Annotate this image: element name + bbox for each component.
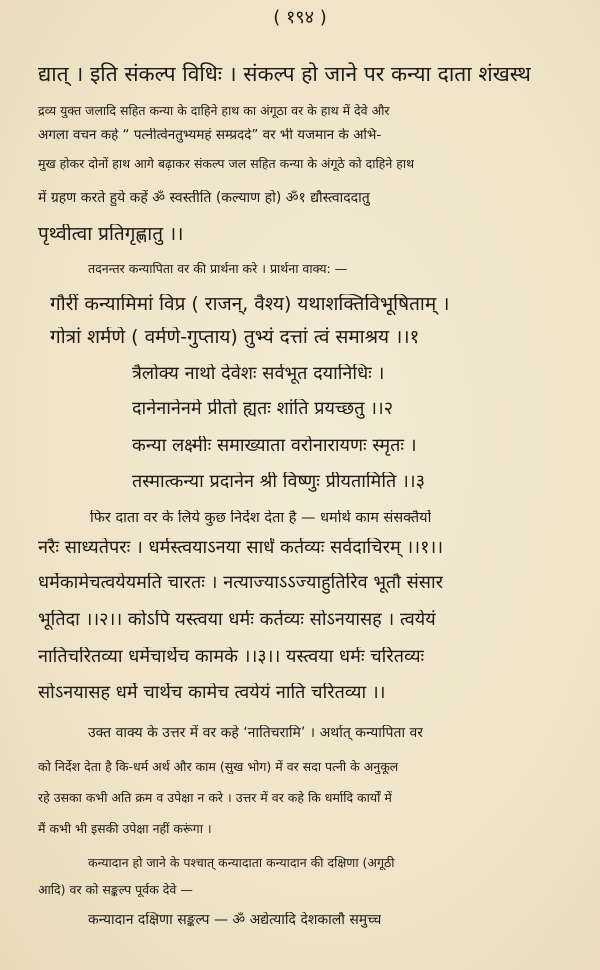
page-number: ( १९४ ) (273, 8, 327, 28)
text-line-15: को निर्देश देता है कि-धर्म अर्थ और काम (सुख भोग) में वर सदा पत्नी के अनुकूल (38, 760, 399, 774)
verse-line-1: गौरीं कन्यामिमां विप्र ( राजन्, वैश्य) यथाशक्तिविभूषिताम् । (50, 294, 450, 315)
text-line-19: आदि) वर को सङ्कल्प पूर्वक देवे — (38, 883, 193, 897)
text-line-14: उक्त वाक्य के उत्तर में वर कहे ‘नातिचरामि’ । अर्थात् कन्यापिता वर (88, 725, 424, 741)
text-line-12: नातिचरितव्या धर्मेचार्थेच कामके ।।३।। यस्त्वया धर्मः चरितव्यः (38, 647, 425, 667)
verse-line-4: दानेनानेनमे प्रीतो ह्यतः शांति प्रयच्छतु ।।२ (132, 399, 394, 419)
text-line-4: मुख होकर दोनों हाथ आगे बढ़ाकर संकल्प जल सहित कन्या के अंगूठे को दाहिने हाथ (38, 157, 415, 171)
text-line-3: अगला वचन कहे “ पत्नीत्वेनतुभ्यमहं सम्प्रददे” वर भी यजमान के अभि- (38, 128, 382, 143)
text-line-16: रहे उसका कभी अति क्रम व उपेक्षा न करे । उत्तर में वर कहे कि धर्मादि कार्यों में (38, 791, 392, 805)
text-line-13: सोऽनयासह धर्मे चार्थेच कामेच त्वयेयं नाति चरितव्या ।। (38, 683, 386, 703)
text-line-2: द्रव्य युक्त जलादि सहित कन्या के दाहिने हाथ का अंगूठा वर के हाथ में देवे और (38, 104, 390, 118)
text-line-17: मैं कभी भी इसकी उपेक्षा नहीं करूंगा । (38, 822, 212, 836)
text-line-10: धर्मेकामेचत्वयेयमति चारतः । नत्याज्याऽऽज्याहुतिरिव भूतौ संसार (38, 573, 444, 593)
verse-line-3: त्रैलोक्य नाथो देवेशः सर्वभूत दयानिधिः । (132, 364, 385, 384)
text-line-20: कन्यादान दक्षिणा सङ्कल्प — ॐ अद्येत्यादि देशकालौ समुच्च (88, 912, 382, 928)
text-line-9: नरैः साध्यतेपरः । धर्मस्त्वयाऽनया सार्धं कर्तव्यः सर्वदाचिरम् ।।१।। (38, 538, 444, 558)
verse-line-2: गोत्रां शर्मणे ( वर्मणे-गुप्ताय) तुभ्यं दत्तां त्वं समाश्रय ।।१ (50, 327, 420, 348)
text-line-1: द्यात् । इति संकल्प विधिः । संकल्प हो जाने पर कन्या दाता शंखस्थ (38, 62, 531, 86)
text-line-11: भूतिदा ।।२।। कोऽपि यस्त्वया धर्मः कर्तव्यः सोऽनयासह । त्वयेयं (38, 610, 436, 630)
text-line-5: में ग्रहण करते हुये कहें ॐ स्वस्तीति (कल्याण हो) ॐ१ द्यौस्त्वाददातु (38, 190, 370, 206)
text-line-18: कन्यादान हो जाने के पश्चात् कन्यादाता कन्यादान की दक्षिणा (अगूठी (88, 856, 395, 870)
text-line-7: तदनन्तर कन्यापिता वर की प्रार्थना करे । प्रार्थना वाक्य: — (88, 262, 348, 276)
verse-line-5: कन्या लक्ष्मीः समाख्याता वरोनारायणः स्मृतः । (132, 436, 417, 456)
text-line-8: फिर दाता वर के लिये कुछ निर्देश देता है — धर्मार्थ काम संसक्तैर्यो (90, 510, 432, 526)
text-line-6: पृथ्वीत्वा प्रतिगृह्णातु ।। (38, 224, 184, 245)
verse-line-6: तस्मात्कन्या प्रदानेन श्री विष्णुः प्रीयतामिति ।।३ (132, 472, 425, 492)
